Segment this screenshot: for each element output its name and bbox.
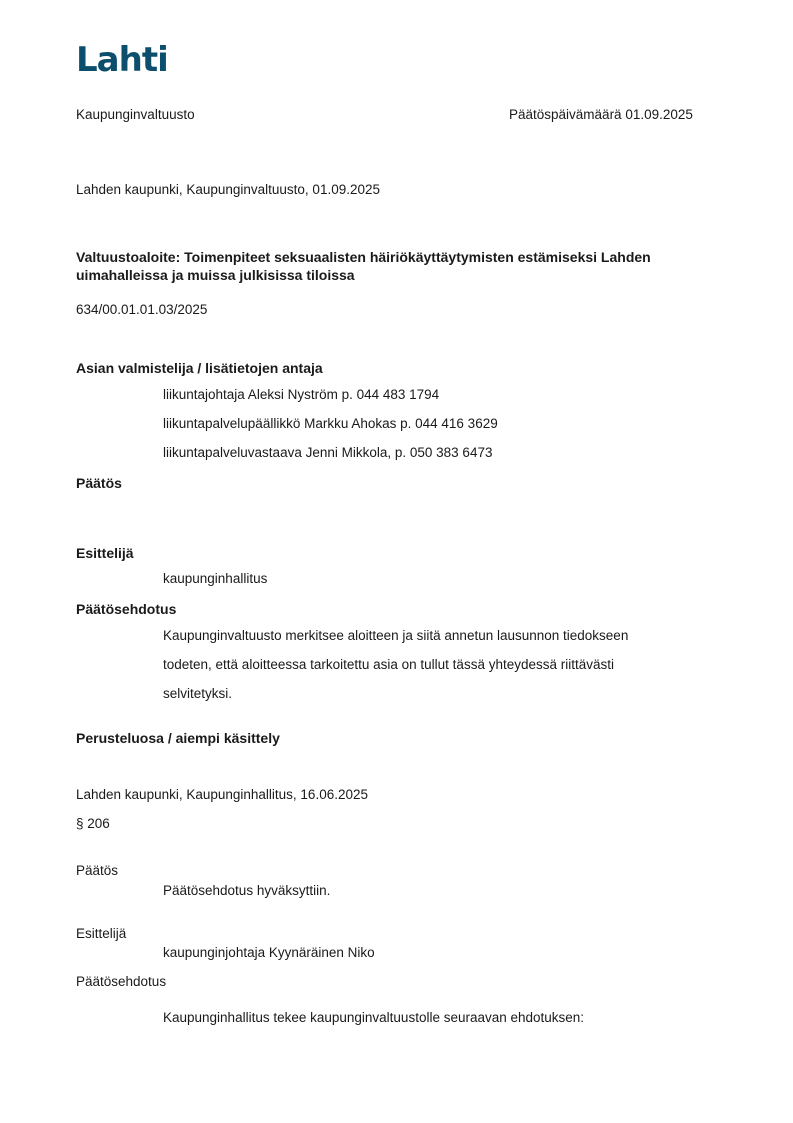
kh-paatos-label: Päätös xyxy=(76,863,119,878)
contact-item: liikuntapalveluvastaava Jenni Mikkola, p. 050 383 6473 xyxy=(163,445,493,460)
ehdotus-line: selvitetyksi. xyxy=(163,686,233,701)
ehdotus-heading: Päätösehdotus xyxy=(76,601,177,617)
kh-esittelija-value: kaupunginjohtaja Kyynäräinen Niko xyxy=(163,945,375,960)
reference-number: 634/00.01.01.03/2025 xyxy=(76,302,208,317)
contact-item: liikuntapalvelupäällikkö Markku Ahokas p. 044 416 3629 xyxy=(163,416,498,431)
title-line-2: uimahalleissa ja muissa julkisissa tiloissa xyxy=(76,267,355,283)
esittelija-heading: Esittelijä xyxy=(76,545,134,561)
lahti-logo: Lahti xyxy=(76,40,168,80)
meeting-line: Lahden kaupunki, Kaupunginvaltuusto, 01.09.2025 xyxy=(76,182,381,197)
header-decision-date: Päätöspäivämäärä 01.09.2025 xyxy=(509,107,693,122)
kh-ehdotus-label: Päätösehdotus xyxy=(76,974,167,989)
kh-paatos-value: Päätösehdotus hyväksyttiin. xyxy=(163,883,331,898)
title-line-1: Valtuustoaloite: Toimenpiteet seksuaalisten häiriökäyttäytymisten estämiseksi Lahden xyxy=(76,249,651,265)
paatos-heading: Päätös xyxy=(76,475,122,491)
header-org: Kaupunginvaltuusto xyxy=(76,107,195,122)
perustelu-heading: Perusteluosa / aiempi käsittely xyxy=(76,730,280,746)
kh-ehdotus-value: Kaupunginhallitus tekee kaupunginvaltuustolle seuraavan ehdotuksen: xyxy=(163,1010,585,1025)
esittelija-value: kaupunginhallitus xyxy=(163,571,268,586)
ehdotus-line: Kaupunginvaltuusto merkitsee aloitteen ja siitä annetun lausunnon tiedokseen xyxy=(163,628,629,643)
kh-esittelija-label: Esittelijä xyxy=(76,926,127,941)
contacts-heading: Asian valmistelija / lisätietojen antaja xyxy=(76,360,323,376)
ehdotus-line: todeten, että aloitteessa tarkoitettu asia on tullut tässä yhteydessä riittävästi xyxy=(163,657,615,672)
kh-section: § 206 xyxy=(76,816,110,831)
kh-meeting-line: Lahden kaupunki, Kaupunginhallitus, 16.06.2025 xyxy=(76,787,368,802)
contact-item: liikuntajohtaja Aleksi Nyström p. 044 483 1794 xyxy=(163,387,440,402)
